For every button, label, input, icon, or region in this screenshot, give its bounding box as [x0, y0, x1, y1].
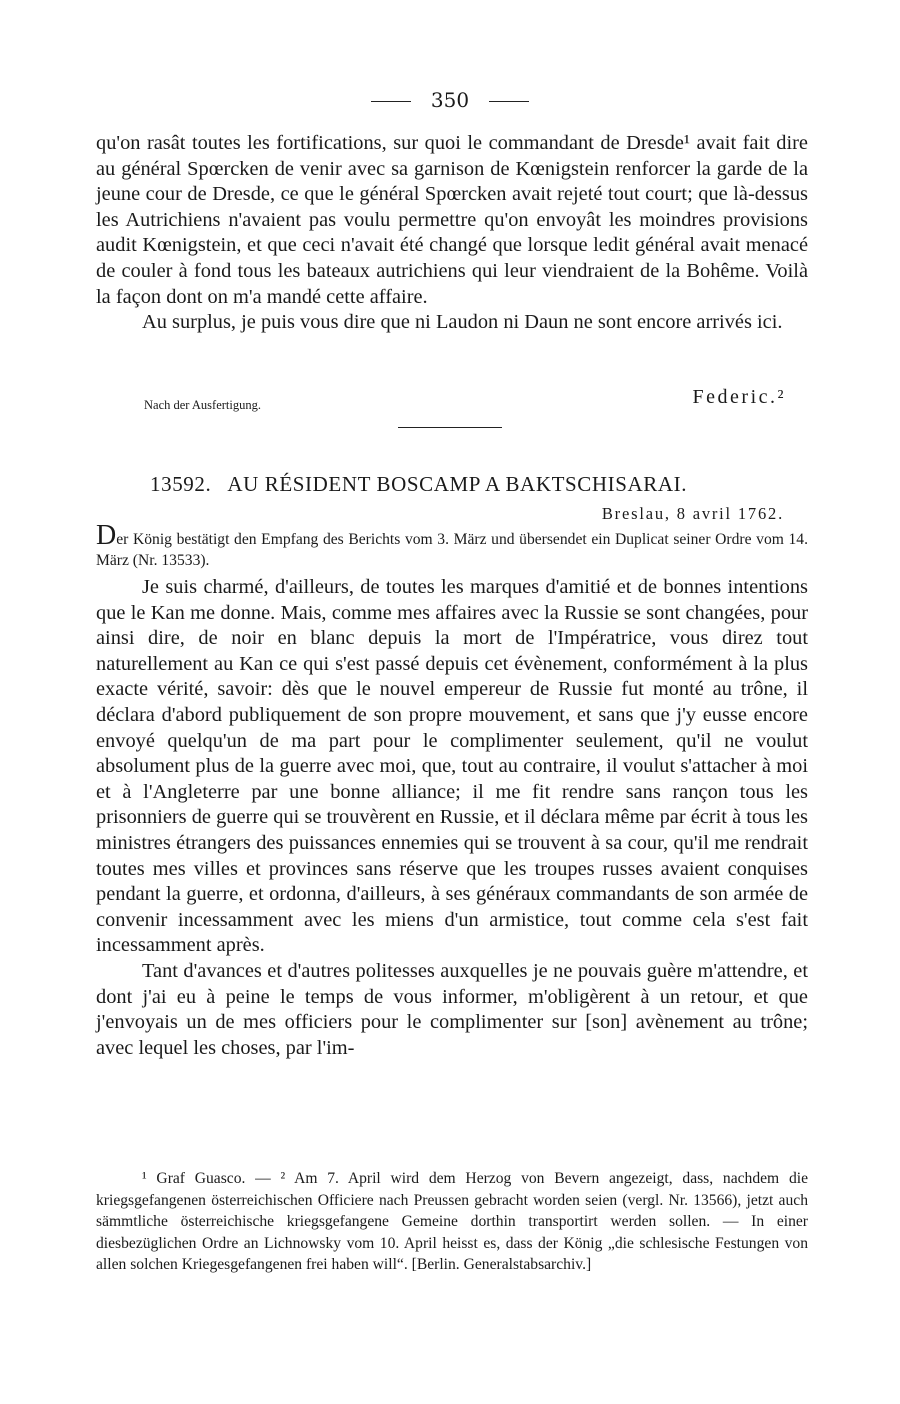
letter-title: AU RÉSIDENT BOSCAMP A BAKTSCHISARAI.: [227, 472, 688, 496]
signer-name: Federic.²: [692, 386, 786, 408]
body-paragraph-2: Tant d'avances et d'autres politesses auxquelles je ne pouvais guère m'attendre, et dont j'ai eu à peine le temps de vous informer, m'obligèrent à un retour, et que j'envoyais un de mes officiers pour le complimenter sur [son] avènement au trône; avec lequel les choses, par l'im-: [96, 959, 808, 1059]
page-number: 350: [430, 88, 470, 112]
summary-initial: D: [96, 520, 117, 551]
section-separator: [398, 427, 502, 428]
body-paragraph-1: Je suis charmé, d'ailleurs, de toutes les marques d'amitié et de bonnes intentions que le Kan me donne. Mais, comme mes affaires avec la Russie se sont changées, pour ainsi dire, de noir en blanc depuis la mort de l'Impératrice, vous direz tout naturellement au Kan ce qui s'est passé depuis cet évènement, conformément à la plus exacte vérité, savoir: dès que le nouvel empereur de Russie fut monté au trône, il déclara d'abord publiquement de son propre mouvement, et sans que j'y eusse encore envoyé quelqu'un de ma part pour le complimenter seulement, qu'il ne voulut absolument plus de la guerre avec moi, que, tout au contraire, il voulut s'attacher à moi et à l'Angleterre par une bonne alliance; il me fit rendre sans rançon tous les prisonniers de guerre qui se trouvèrent en Russie, et il déclara même par écrit à tous les ministres étrangers des puissances ennemies qui se trouvent à sa cour, qu'il me rendrait toutes mes villes et provinces sans réserve que les troupes russes avaient conquises pendant la guerre, et ordonna, d'ailleurs, à ses généraux commandants de son armée de convenir incessamment avec les miens d'un armistice, tout comme cela s'est fait incessamment après.: [96, 576, 808, 957]
letter-number: 13592.: [150, 472, 212, 496]
letter-body: [96, 575, 808, 1061]
header-rule-right: [489, 101, 529, 102]
source-note: Nach der Ausfertigung.: [144, 398, 261, 412]
signature-block: [96, 386, 786, 416]
continued-text: [96, 131, 808, 336]
footnotes: [96, 1168, 808, 1276]
footnote-text: ¹ Graf Guasco. — ² Am 7. April wird dem Herzog von Bevern angezeigt, dass, nachdem die kriegsgefangenen österreichischen Officiere nach Preussen gebracht worden seien (vergl. Nr. 13566), jetzt auch sämmtliche österreichische kriegsgefangene Gemeine dorthin transportirt werden sollen. — In einer diesbezüglichen Ordre an Lichnowsky vom 10. April heisst es, dass der König „die schlesische Festungen von allen solchen Kriegesgefangenen frei haben will“. [Berlin. Generalstabsarchiv.]: [96, 1170, 808, 1274]
place-date: Breslau, 8 avril 1762.: [601, 504, 784, 523]
summary-text: er König bestätigt den Empfang des Berichts vom 3. März und übersendet ein Duplicat seiner Ordre vom 14. März (Nr. 13533).: [96, 531, 808, 569]
letter-heading: [150, 472, 870, 497]
letter-summary: [96, 520, 808, 571]
header-rule-left: [371, 101, 411, 102]
page-header: [0, 88, 900, 112]
closing-paragraph: Au surplus, je puis vous dire que ni Laudon ni Daun ne sont encore arrivés ici.: [142, 311, 783, 334]
continued-paragraph: qu'on rasât toutes les fortifications, sur quoi le commandant de Dresde¹ avait fait dire au général Spœrcken de venir avec sa garnison de Kœnigstein renforcer la garde de la jeune cour de Dresde, ce que le général Spœrcken avait rejeté tout court; que là-dessus les Autrichiens n'avaient pas voulu permettre qu'on envoyât les moindres provisions audit Kœnigstein, et que ceci n'avait été changé que lorsque ledit général avait menacé de couler à fond tous les bateaux autrichiens qui leur viendraient de la Bohême. Voilà la façon dont on m'a mandé cette affaire.: [96, 132, 808, 308]
